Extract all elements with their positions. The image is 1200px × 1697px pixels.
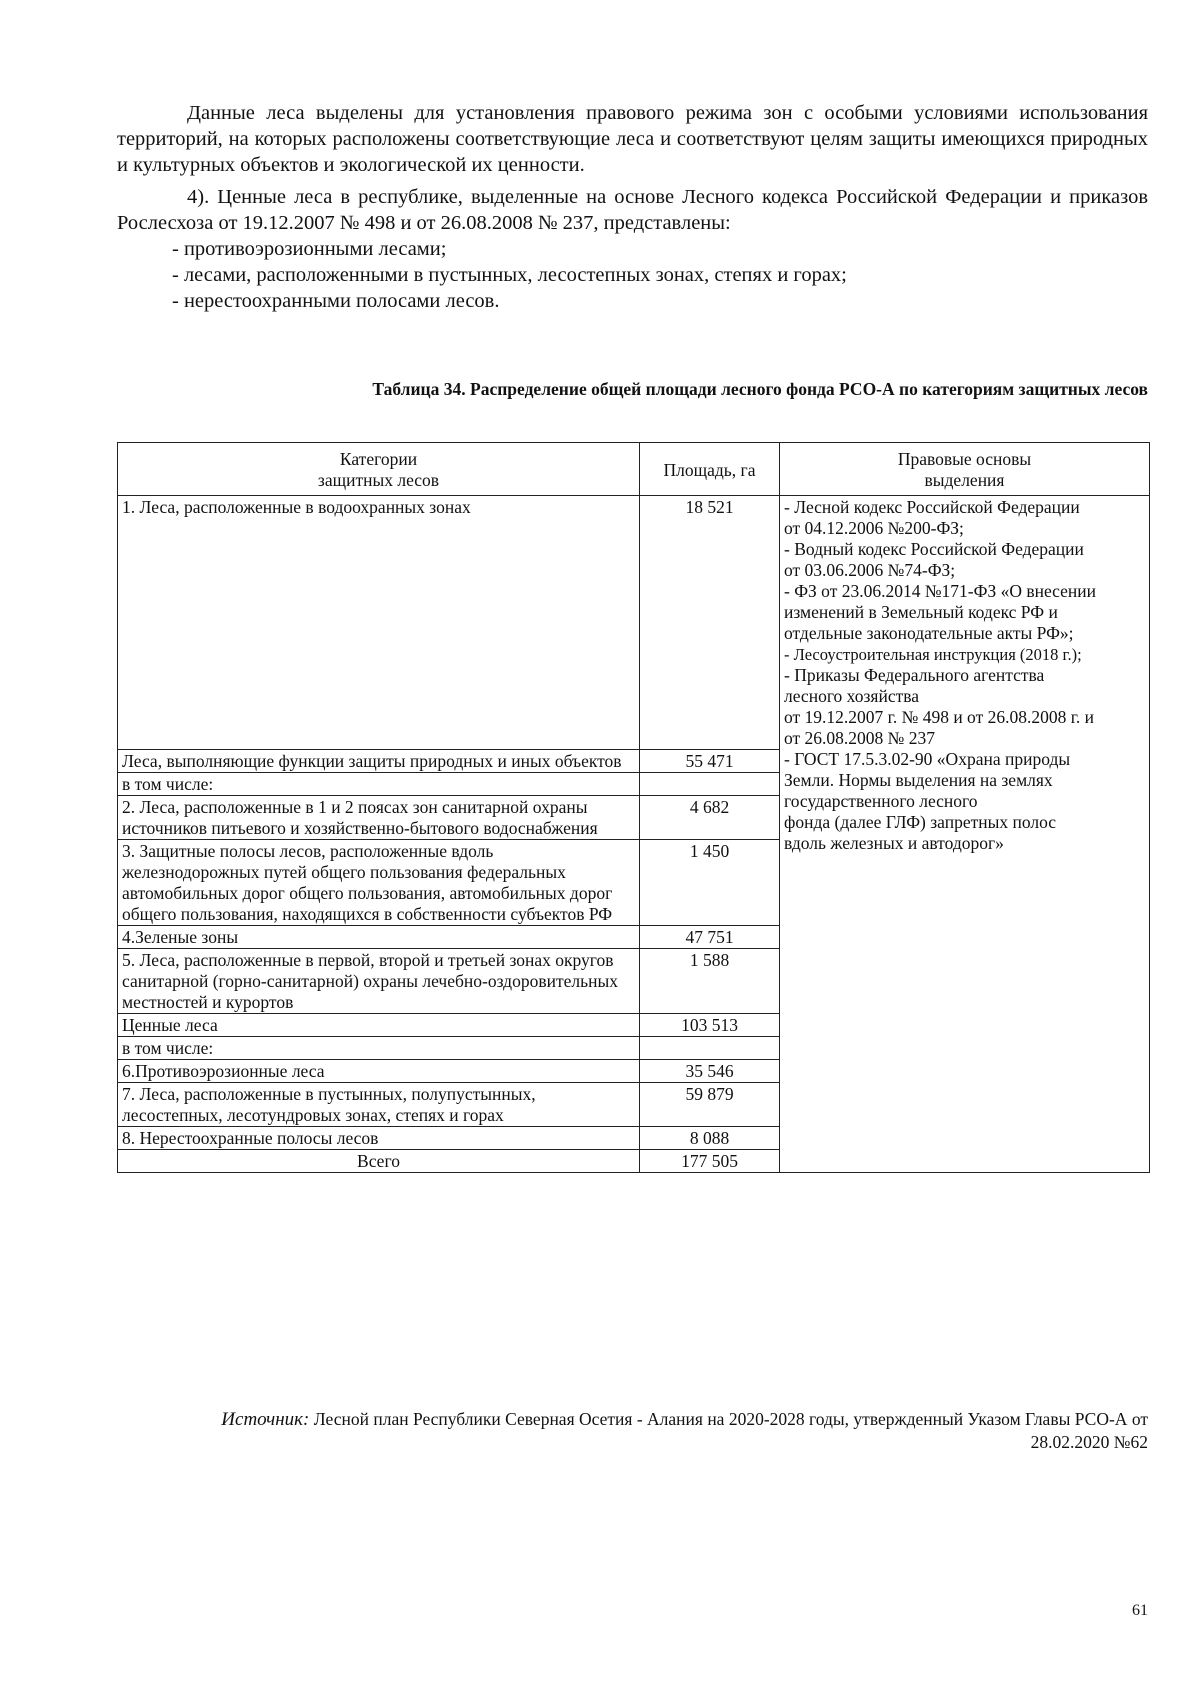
category-cell: 6.Противоэрозионные леса: [118, 1060, 640, 1083]
legal-basis-line: - Лесоустроительная инструкция (2018 г.);: [784, 645, 1082, 664]
legal-basis-cell: [780, 496, 1150, 1173]
legal-basis-line: государственного лесного: [784, 791, 978, 811]
category-cell: Леса, выполняющие функции защиты природных и иных объектов: [118, 750, 640, 773]
legal-basis-line: фонда (далее ГЛФ) запретных полос: [784, 812, 1057, 832]
intro-paragraph: Данные леса выделены для установления правового режима зон с особыми условиями использования территорий, на которых расположены соответствующие леса и соответствуют целям защиты имеющихся природных и культурных объектов и экологической их ценности.: [117, 102, 1148, 176]
legal-basis-line: отдельные законодательные акты РФ»;: [784, 623, 1074, 643]
category-cell: 2. Леса, расположенные в 1 и 2 поясах зон санитарной охраны источников питьевого и хозяйственно-бытового водоснабжения: [118, 796, 640, 840]
legal-basis-line: - Лесной кодекс Российской Федерации: [784, 497, 1080, 517]
area-cell: 1 588: [640, 949, 780, 1014]
area-cell: [640, 1037, 780, 1060]
category-cell: 7. Леса, расположенные в пустынных, полупустынных, лесостепных, лесотундровых зонах, степях и горах: [118, 1083, 640, 1127]
category-cell: Ценные леса: [118, 1014, 640, 1037]
table-header-row: [118, 443, 1150, 496]
legal-basis-line: изменений в Земельный кодекс РФ и: [784, 602, 1058, 622]
category-cell: 3. Защитные полосы лесов, расположенные вдоль железнодорожных путей общего пользования федеральных автомобильных дорог общего пользования, автомобильных дорог общего пользования, находящихся в собственности субъектов РФ: [118, 840, 640, 926]
total-label: Всего: [118, 1150, 640, 1173]
bullet-item: - лесами, расположенными в пустынных, лесостепных зонах, степях и горах;: [172, 264, 847, 286]
legal-basis-line: от 26.08.2008 № 237: [784, 728, 935, 748]
forest-categories-table: [117, 442, 1150, 1173]
area-cell: 55 471: [640, 750, 780, 773]
bullet-item: - противоэрозионными лесами;: [172, 238, 447, 260]
area-cell: 103 513: [640, 1014, 780, 1037]
legal-basis-line: - ГОСТ 17.5.3.02-90 «Охрана природы: [784, 749, 1071, 769]
area-cell: [640, 773, 780, 796]
category-cell: 5. Леса, расположенные в первой, второй и третьей зонах округов санитарной (горно-санитарной) охраны лечебно-оздоровительных местностей и курортов: [118, 949, 640, 1014]
category-cell: 1. Леса, расположенные в водоохранных зонах: [118, 496, 640, 750]
table-caption: Таблица 34. Распределение общей площади лесного фонда РСО-А по категориям защитных лесов: [372, 379, 1148, 399]
source-note: [148, 1408, 1148, 1454]
bullet-item: - нерестоохранными полосами лесов.: [172, 290, 500, 312]
area-cell: 1 450: [640, 840, 780, 926]
header-legal-basis: Правовые основы выделения: [780, 443, 1150, 496]
legal-basis-line: - ФЗ от 23.06.2014 №171-ФЗ «О внесении: [784, 581, 1097, 601]
area-cell: 47 751: [640, 926, 780, 949]
total-area: 177 505: [640, 1150, 780, 1173]
area-cell: 59 879: [640, 1083, 780, 1127]
category-cell: в том числе:: [118, 773, 640, 796]
table-row: [118, 496, 1150, 750]
legal-basis-line: Земли. Нормы выделения на землях: [784, 770, 1053, 790]
legal-basis-line: - Водный кодекс Российской Федерации: [784, 539, 1084, 559]
category-cell: в том числе:: [118, 1037, 640, 1060]
legal-basis-line: лесного хозяйства: [784, 686, 920, 706]
legal-basis-line: от 19.12.2007 г. № 498 и от 26.08.2008 г. и: [784, 707, 1095, 727]
page-number: 61: [1132, 1602, 1148, 1619]
legal-basis-line: от 04.12.2006 №200-ФЗ;: [784, 518, 964, 538]
area-cell: 4 682: [640, 796, 780, 840]
category-cell: 8. Нерестоохранные полосы лесов: [118, 1127, 640, 1150]
valuable-forests-paragraph: 4). Ценные леса в республике, выделенные на основе Лесного кодекса Российской Федерации и приказов Рослесхоза от 19.12.2007 № 498 и от 26.08.2008 № 237, представлены:: [117, 186, 1148, 234]
area-cell: 35 546: [640, 1060, 780, 1083]
area-cell: 18 521: [640, 496, 780, 750]
source-text: Лесной план Республики Северная Осетия - Алания на 2020-2028 годы, утвержденный Указом Главы РСО-А от 28.02.2020 №62: [313, 1409, 1148, 1452]
legal-basis-line: - Приказы Федерального агентства: [784, 665, 1045, 685]
legal-basis-line: вдоль железных и автодорог»: [784, 833, 1004, 853]
header-category: Категории защитных лесов: [118, 443, 640, 496]
legal-basis-line: от 03.06.2006 №74-ФЗ;: [784, 560, 956, 580]
source-label: Источник:: [221, 1409, 310, 1430]
header-area: Площадь, га: [640, 443, 780, 496]
area-cell: 8 088: [640, 1127, 780, 1150]
category-cell: 4.Зеленые зоны: [118, 926, 640, 949]
